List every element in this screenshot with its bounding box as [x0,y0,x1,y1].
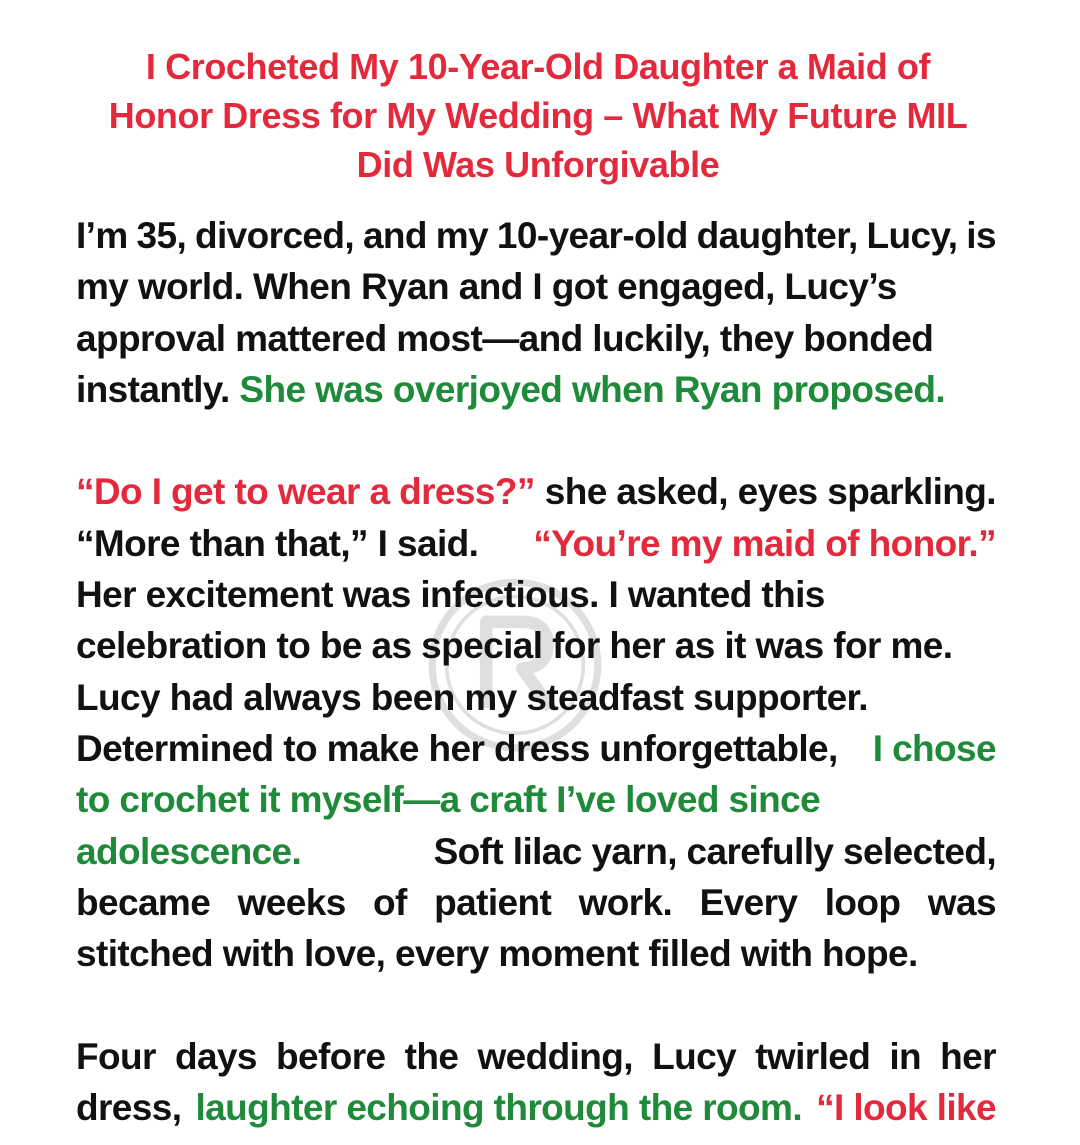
p2-line-9-text-word: of [373,881,407,923]
story-body [76,210,996,1133]
p2-line-1-red: “Do I get to wear a dress?” [76,471,535,513]
paragraph-2-line-5: Lucy had always been my steadfast supporter. [76,676,868,718]
p3-line-1-text-word: her [940,1035,996,1077]
paragraph-2-line-3: Her excitement was infectious. I wanted this [76,574,825,616]
p3-line-1-text-word: in [889,1035,922,1077]
paragraph-3-line-2 [76,1082,996,1133]
p2-line-9-text-word: became [76,881,211,923]
p2-line-9-text-word: loop [824,881,901,923]
title-line-2: Honor Dress for My Wedding – What My Future MIL [108,95,968,136]
paragraph-2 [76,466,996,979]
p1-line-1-text-word: 35, [136,215,187,256]
title-line-1: I Crocheted My 10-Year-Old Daughter a Maid of [145,46,931,87]
paragraph-2-line-9 [76,877,996,928]
p3-line-1-text-word: wedding, [477,1035,633,1077]
paragraph-2-line-8 [76,826,996,877]
p3-line-1-text-word: Four [76,1035,156,1077]
p2-line-9-text-word: patient [434,881,552,923]
p2-line-2-red: “You’re my maid of honor.” [533,522,996,564]
paragraph-1-line-2: my world. When Ryan and I got engaged, Lucy’s [76,266,897,308]
paragraph-spacer-2 [76,979,996,1030]
p3-line-1-text-word: twirled [755,1035,871,1077]
p2-line-9-text-word: Every [699,881,798,923]
p2-line-9-text-word: was [927,881,996,923]
p2-line-2-black: “More than that,” I said. [76,522,479,564]
paragraph-3-line-1 [76,1031,996,1082]
p1-line-1-text-word: I’m [76,215,128,256]
paragraph-2-line-7: to crochet it myself—a craft I’ve loved since [76,779,821,821]
p3-line-1-text [76,1031,996,1082]
p2-line-9-text-word: work. [578,881,673,923]
p3-line-1-text-word: Lucy [652,1035,737,1077]
p2-line-6-black: Determined to make her dress unforgettable, [76,727,838,769]
p1-line-1-text-word: my [435,215,489,256]
paragraph-1-line-1 [76,210,996,261]
paragraph-spacer-1 [76,415,996,466]
p1-line-1-text-word: Lucy, [866,215,958,256]
p3-line-2-black: dress, [76,1087,182,1129]
paragraph-1-line-4 [76,364,996,415]
p1-line-1-text-word: 10-year-old [496,215,688,256]
p2-line-9-text [76,877,996,928]
p2-line-8-green: adolescence. [76,830,302,872]
paragraph-2-line-1 [76,466,996,517]
p2-line-1-black: she asked, eyes sparkling. [544,471,996,513]
title-line-3: Did Was Unforgivable [356,144,720,185]
p1-line-1-text-word: daughter, [696,215,858,256]
p3-line-2-red: “I look like [816,1087,996,1129]
p2-line-8-black: Soft lilac yarn, carefully selected, [433,830,996,872]
p1-line-4-black: instantly. [76,368,230,410]
paragraph-2-line-2 [76,518,996,569]
p1-line-1-text [76,210,996,261]
paragraph-1-line-3: approval mattered most—and luckily, they bonded [76,317,934,359]
p3-line-1-text-word: before [276,1035,386,1077]
p1-line-1-text-word: and [362,215,427,256]
paragraph-1 [76,210,996,415]
p1-line-4-green: She was overjoyed when Ryan proposed. [239,368,946,410]
p1-line-1-text-word: divorced, [195,215,355,256]
p1-line-1-text-word: is [966,215,996,256]
paragraph-2-line-4: celebration to be as special for her as it was for me. [76,625,953,667]
p3-line-2-green: laughter echoing through the room. [195,1087,803,1129]
p2-line-9-text-word: weeks [237,881,346,923]
p3-line-1-text-word: days [174,1035,257,1077]
paragraph-3 [76,1031,996,1134]
paragraph-2-line-6 [76,723,996,774]
p2-line-6-green: I chose [872,727,996,769]
paragraph-2-line-10: stitched with love, every moment filled with hope. [76,933,918,975]
story-title [80,42,996,189]
p3-line-1-text-word: the [404,1035,459,1077]
